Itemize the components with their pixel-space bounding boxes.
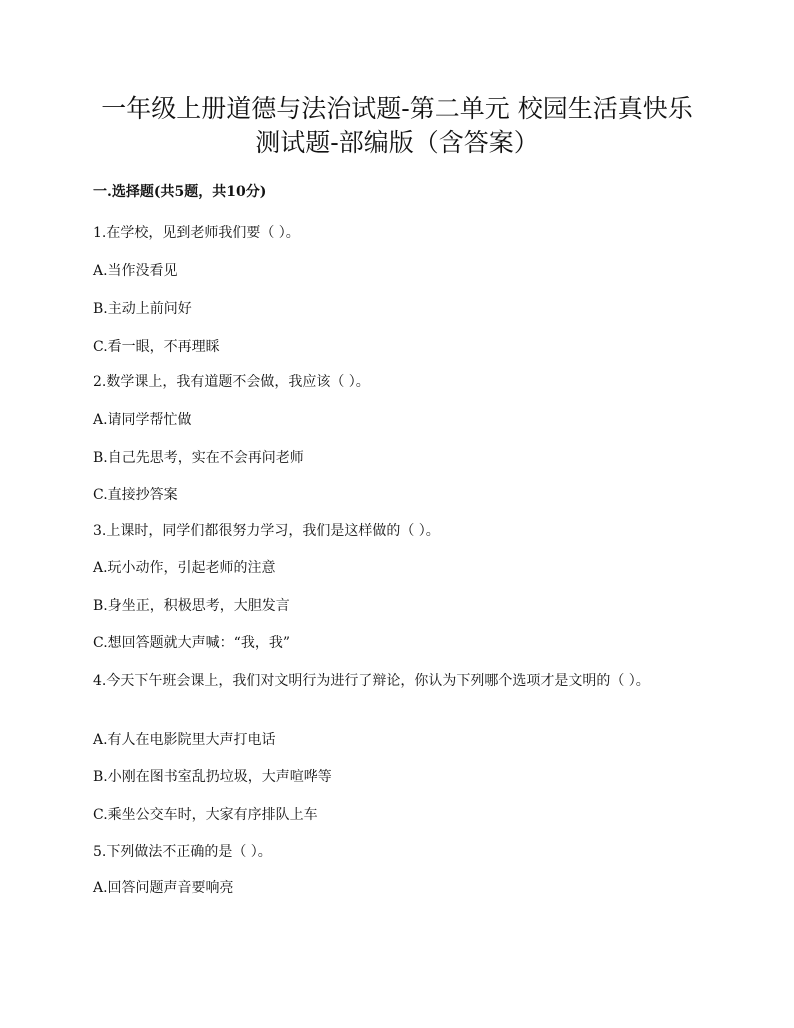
- question-4-option-c: C.乘坐公交车时，大家有序排队上车: [93, 807, 318, 823]
- section-header: 一.选择题(共5题，共10分): [93, 184, 267, 200]
- question-1-option-c: C.看一眼，不再理睬: [93, 339, 220, 355]
- question-2-option-b: B.自己先思考，实在不会再问老师: [93, 450, 304, 466]
- question-1-option-b: B.主动上前问好: [93, 301, 192, 317]
- question-4-stem: 4.今天下午班会课上，我们对文明行为进行了辩论，你认为下列哪个选项才是文明的（ ）。: [93, 673, 650, 689]
- question-3-option-b: B.身坐正，积极思考，大胆发言: [93, 598, 290, 614]
- question-2-stem: 2.数学课上，我有道题不会做，我应该（ ）。: [93, 374, 370, 390]
- document-title-line-1: 一年级上册道德与法治试题-第二单元 校园生活真快乐: [101, 94, 693, 123]
- question-2-option-c: C.直接抄答案: [93, 487, 178, 503]
- question-5-stem: 5.下列做法不正确的是（ ）。: [93, 844, 272, 860]
- question-3-stem: 3.上课时，同学们都很努力学习，我们是这样做的（ ）。: [93, 523, 440, 539]
- question-4-option-b: B.小刚在图书室乱扔垃圾，大声喧哗等: [93, 769, 332, 785]
- question-1-stem: 1.在学校，见到老师我们要（ ）。: [93, 225, 300, 241]
- document-title-line-2: 测试题-部编版（含答案）: [255, 128, 539, 157]
- question-5-option-a: A.回答问题声音要响亮: [93, 880, 234, 896]
- question-1-option-a: A.当作没看见: [93, 263, 178, 279]
- question-2-option-a: A.请同学帮忙做: [93, 412, 192, 428]
- question-3-option-a: A.玩小动作，引起老师的注意: [93, 560, 276, 576]
- question-4-option-a: A.有人在电影院里大声打电话: [93, 732, 276, 748]
- question-3-option-c: C.想回答题就大声喊：“我，我”: [93, 635, 290, 651]
